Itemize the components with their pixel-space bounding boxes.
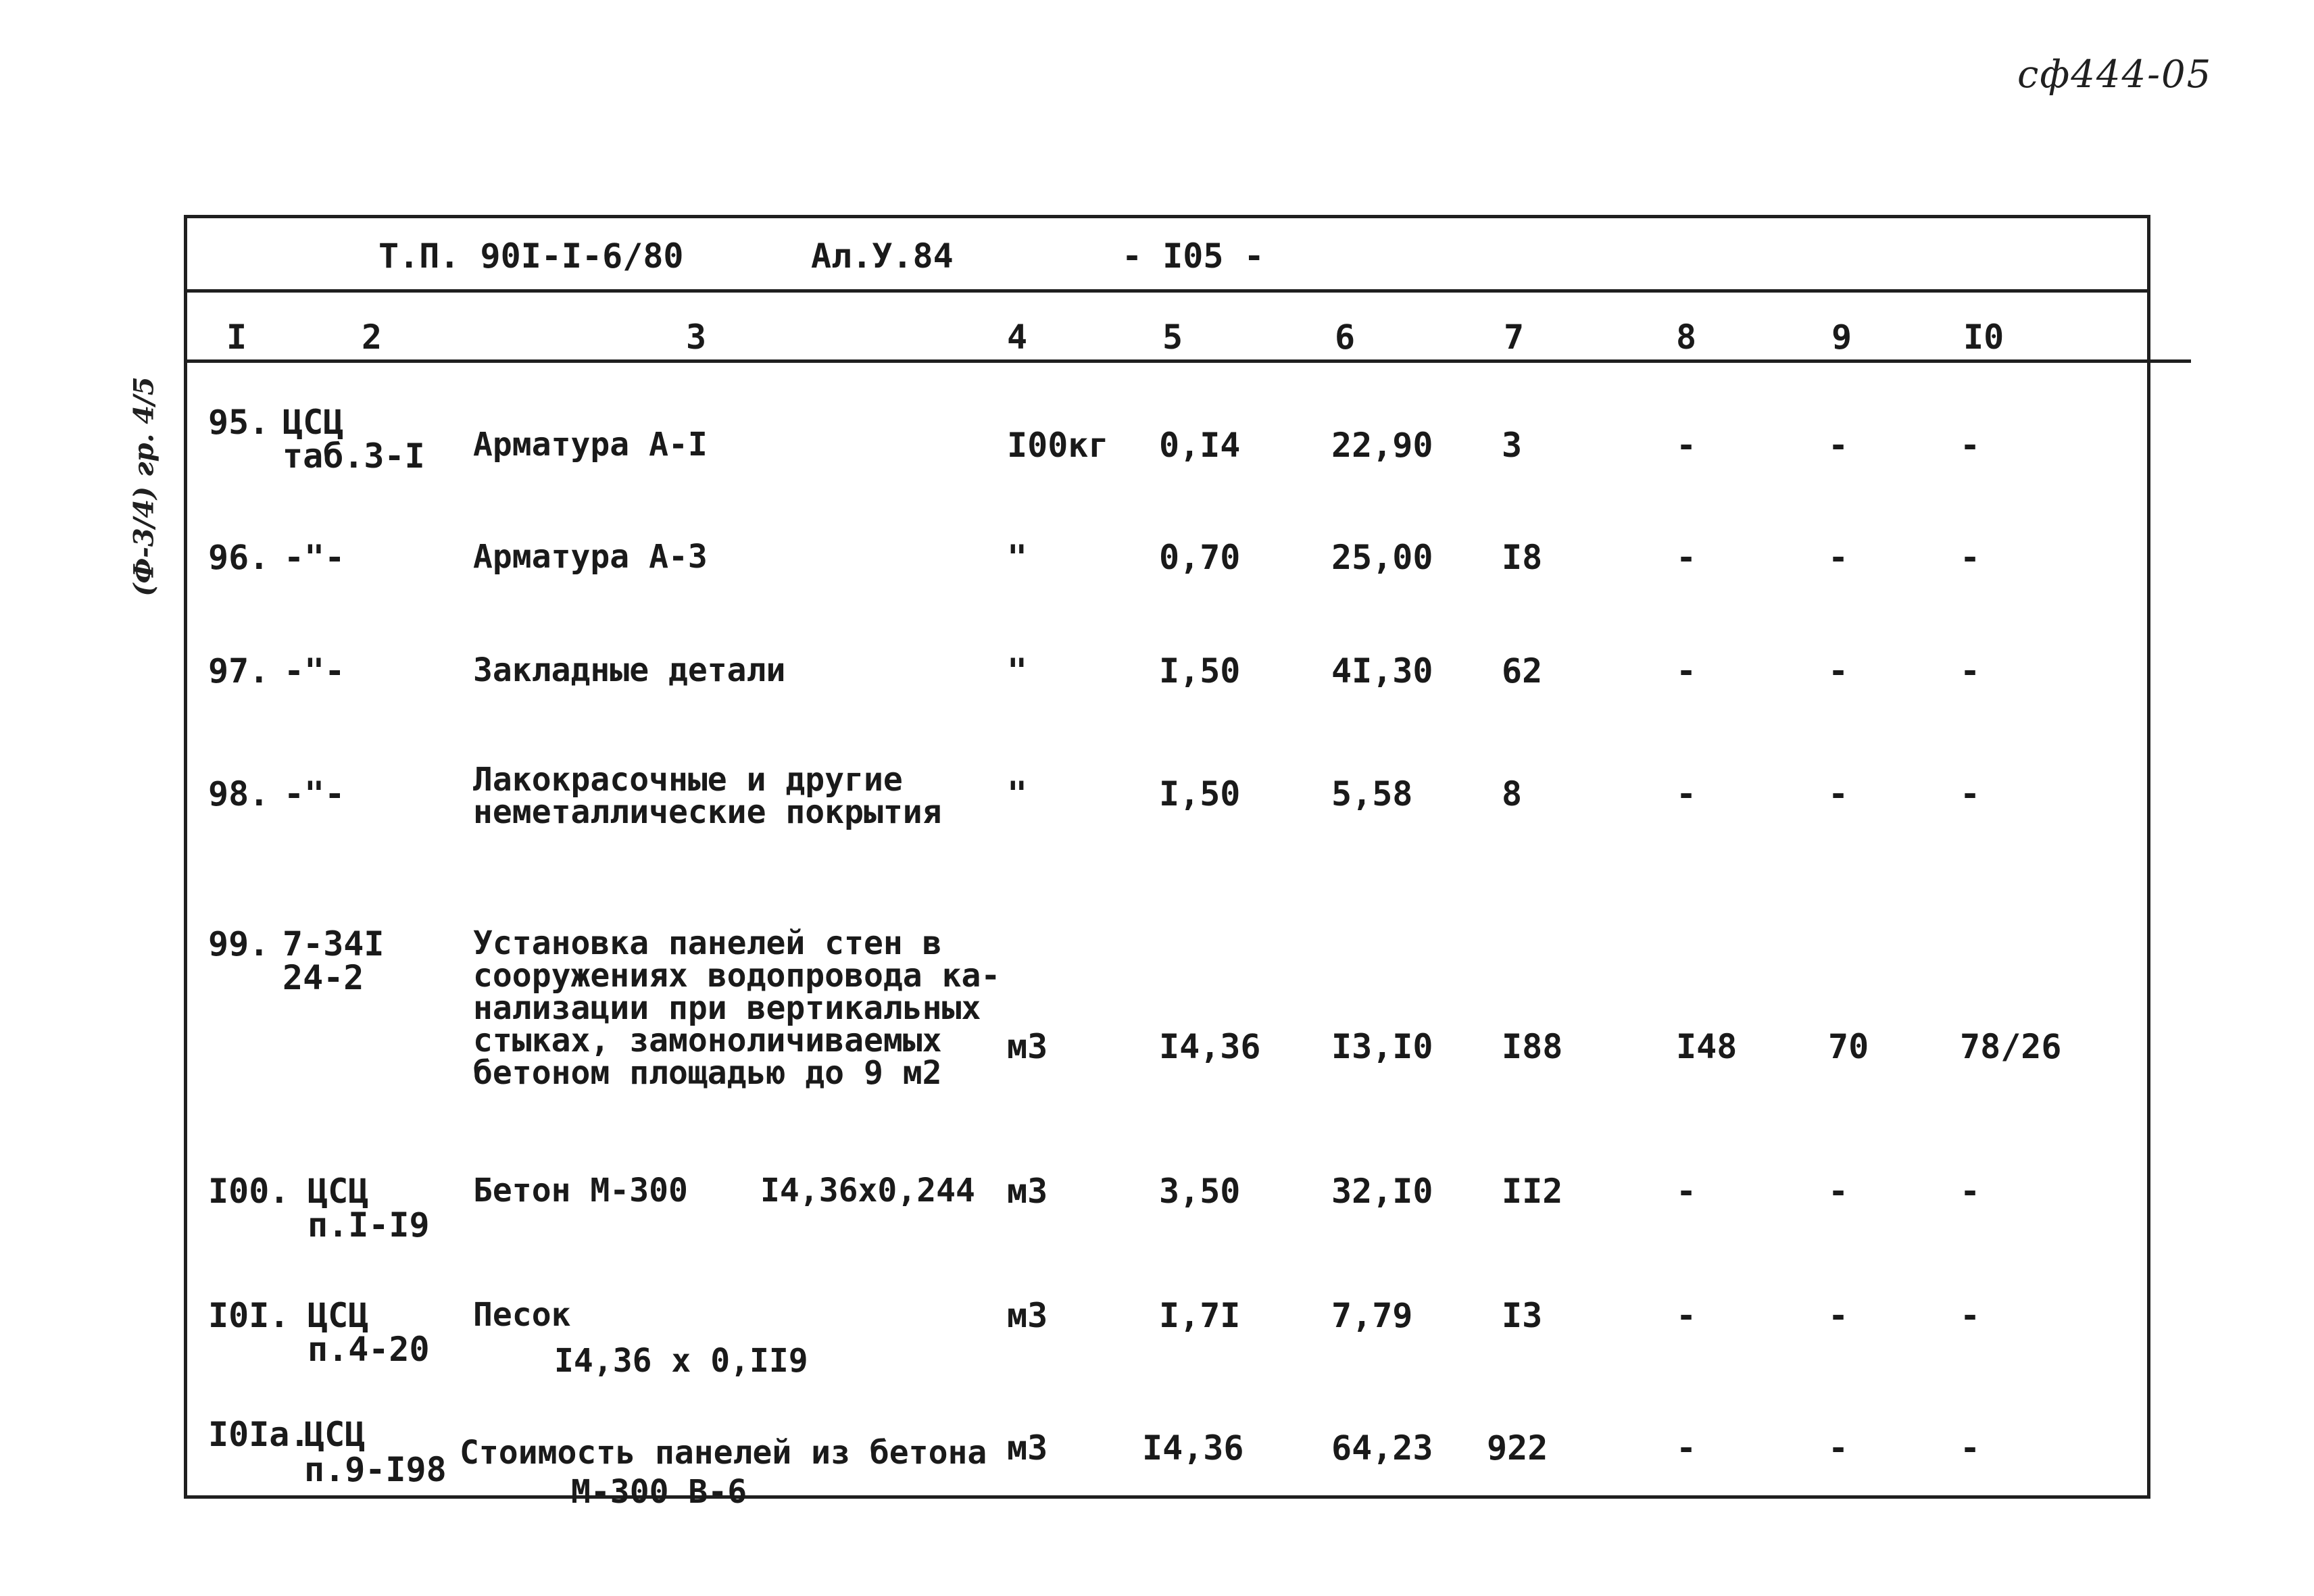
row-number: 97. [208, 651, 270, 691]
row-number: 95. [208, 403, 270, 442]
unit-price: 22,90 [1331, 426, 1433, 465]
project-code: Т.П. 90I-I-6/80 [378, 236, 684, 276]
column-number-7: 7 [1504, 318, 1525, 357]
unit-price: 4I,30 [1331, 651, 1433, 691]
norm-reference: -"- [284, 651, 345, 691]
unit-price: 25,00 [1331, 538, 1433, 577]
column-10-value: - [1960, 1296, 1981, 1335]
side-note [114, 223, 174, 750]
row-number: I0I. [208, 1296, 290, 1335]
total-cost: I8 [1502, 538, 1543, 577]
column-number-6: 6 [1335, 318, 1356, 357]
page-number: - I05 - [1122, 236, 1264, 276]
column-10-value: - [1960, 1172, 1981, 1211]
unit: " [1007, 774, 1028, 814]
total-cost: 3 [1502, 426, 1523, 465]
album-code: Ал.У.84 [811, 236, 954, 276]
norm-reference: -"- [284, 774, 345, 814]
work-description: Арматура А-I [473, 426, 708, 464]
column-9-value: - [1828, 1296, 1849, 1335]
column-9-value: - [1828, 426, 1849, 465]
norm-reference: ЦСЦ п.I-I9 [307, 1172, 430, 1245]
work-description: Бетон М-300 [473, 1172, 688, 1210]
unit-price: 7,79 [1331, 1296, 1413, 1335]
unit-price: 32,I0 [1331, 1172, 1433, 1211]
column-8-value: I48 [1676, 1027, 1738, 1066]
work-description: Закладные детали [473, 651, 786, 689]
column-8-value: - [1676, 774, 1697, 814]
column-number-divider [184, 359, 2191, 363]
quantity: I4,36 [1142, 1428, 1244, 1468]
quantity: I,50 [1159, 774, 1241, 814]
unit: м3 [1007, 1027, 1048, 1066]
unit-price: 64,23 [1331, 1428, 1433, 1468]
column-number-9: 9 [1831, 318, 1852, 357]
column-8-value: - [1676, 1296, 1697, 1335]
unit-price: I3,I0 [1331, 1027, 1433, 1066]
column-9-value: - [1828, 774, 1849, 814]
work-formula: I4,36x0,244 [760, 1172, 975, 1210]
row-number: 96. [208, 538, 270, 577]
work-description: Установка панелей стен в сооружениях водопровода ка- нализации при вертикальных стыках, замоноличиваемых бетоном площадью до 9 м2 [473, 924, 1001, 1092]
column-number-4: 4 [1007, 318, 1028, 357]
total-cost: 8 [1502, 774, 1523, 814]
side-note-text: (Ф-3/4) гр. 4/5 [128, 376, 160, 597]
column-10-value: - [1960, 651, 1981, 691]
unit: м3 [1007, 1296, 1048, 1335]
column-10-value: - [1960, 426, 1981, 465]
quantity: 3,50 [1159, 1172, 1241, 1211]
unit: I00кг [1007, 426, 1109, 465]
total-cost: I88 [1502, 1027, 1563, 1066]
column-number-8: 8 [1676, 318, 1697, 357]
column-8-value: - [1676, 651, 1697, 691]
unit: м3 [1007, 1172, 1048, 1211]
unit: м3 [1007, 1428, 1048, 1468]
unit: " [1007, 651, 1028, 691]
row-number: I00. [208, 1172, 290, 1211]
total-cost: I3 [1502, 1296, 1543, 1335]
work-description: Песок [473, 1296, 571, 1334]
norm-reference: ЦСЦ п.4-20 [307, 1296, 430, 1369]
column-10-value: - [1960, 1428, 1981, 1468]
unit: " [1007, 538, 1028, 577]
row-number: 98. [208, 774, 270, 814]
row-number: I0Iа. [208, 1415, 310, 1454]
norm-reference: -"- [284, 538, 345, 577]
total-cost: II2 [1502, 1172, 1563, 1211]
column-number-3: 3 [686, 318, 707, 357]
norm-reference: ЦСЦ [304, 1415, 366, 1454]
column-number-2: 2 [362, 318, 383, 357]
quantity: I,50 [1159, 651, 1241, 691]
work-formula: I4,36 x 0,II9 [554, 1342, 808, 1380]
column-number-10: I0 [1963, 318, 2004, 357]
column-number-1: I [226, 318, 247, 357]
total-cost: 62 [1502, 651, 1543, 691]
header-divider [184, 289, 2150, 293]
column-9-value: - [1828, 1428, 1849, 1468]
column-9-value: - [1828, 538, 1849, 577]
work-description: Лакокрасочные и другие неметаллические покрытия [473, 761, 942, 831]
quantity: 0,70 [1159, 538, 1241, 577]
column-10-value: 78/26 [1960, 1027, 2062, 1066]
archive-stamp: сф444-05 [2017, 53, 2213, 97]
norm-reference-line-2: п.9-I98 [304, 1450, 447, 1489]
column-8-value: - [1676, 1428, 1697, 1468]
column-8-value: - [1676, 426, 1697, 465]
column-8-value: - [1676, 538, 1697, 577]
quantity: I,7I [1159, 1296, 1241, 1335]
column-10-value: - [1960, 774, 1981, 814]
work-description: Стоимость панелей из бетона [460, 1434, 987, 1472]
column-9-value: - [1828, 1172, 1849, 1211]
quantity: I4,36 [1159, 1027, 1261, 1066]
unit-price: 5,58 [1331, 774, 1413, 814]
column-9-value: - [1828, 651, 1849, 691]
column-8-value: - [1676, 1172, 1697, 1211]
norm-reference: 7-34I 24-2 [282, 924, 385, 997]
work-description: Арматура А-3 [473, 538, 708, 576]
column-10-value: - [1960, 538, 1981, 577]
column-9-value: 70 [1828, 1027, 1869, 1066]
column-number-5: 5 [1162, 318, 1183, 357]
norm-reference: ЦСЦ таб.3-I [282, 403, 425, 476]
total-cost: 922 [1487, 1428, 1548, 1468]
row-number: 99. [208, 924, 270, 964]
quantity: 0,I4 [1159, 426, 1241, 465]
work-description-line-2: М-300 В-6 [571, 1473, 747, 1511]
